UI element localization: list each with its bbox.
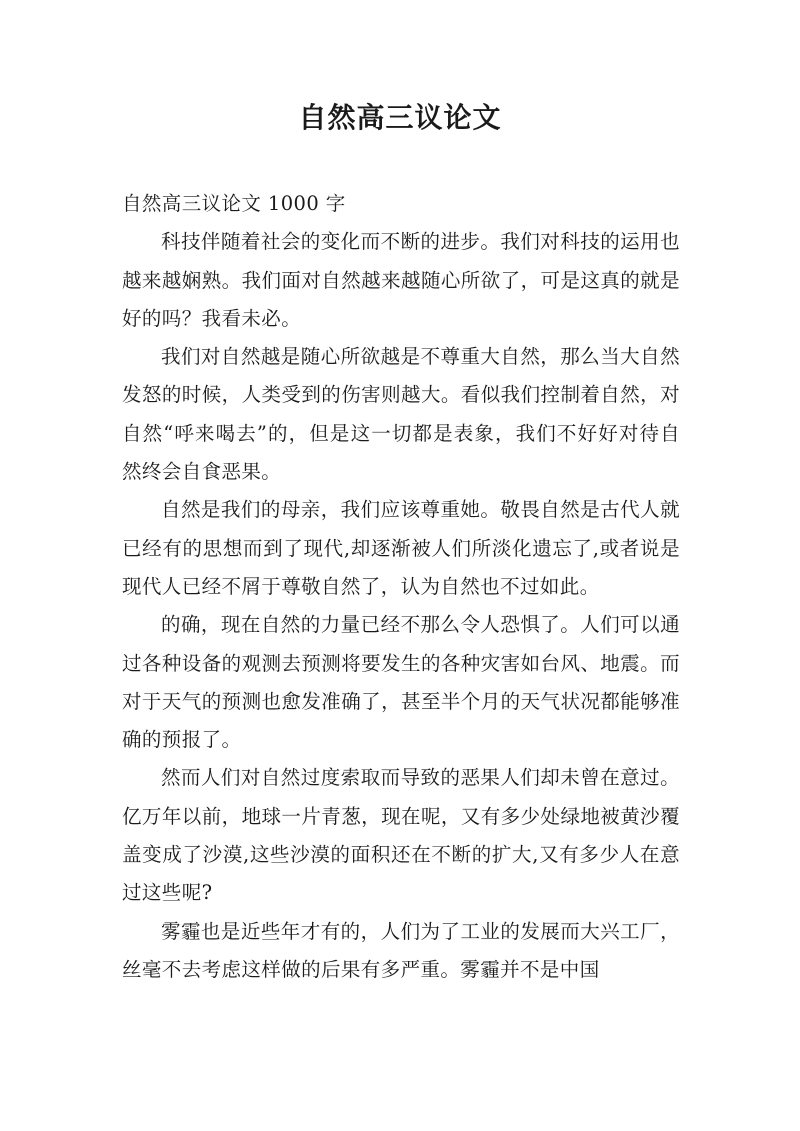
paragraph: 然而人们对自然过度索取而导致的恶果人们却未曾在意过。亿万年以前，地球一片青葱，现在呢，又有多少处绿地被黄沙覆盖变成了沙漠,这些沙漠的面积还在不断的扩大,又有多少人在意过这些呢? <box>122 766 680 905</box>
paragraph: 雾霾也是近些年才有的，人们为了工业的发展而大兴工厂，丝毫不去考虑这样做的后果有多严重。雾霾并不是中国 <box>122 919 680 981</box>
paragraph: 科技伴随着社会的变化而不断的进步。我们对科技的运用也越来越娴熟。我们面对自然越来越随心所欲了，可是这真的就是好的吗？我看未必。 <box>122 230 680 330</box>
document-subtitle: 自然高三议论文 1000 字 <box>122 192 346 215</box>
document-body <box>122 185 680 989</box>
paragraph: 我们对自然越是随心所欲越是不尊重大自然，那么当大自然发怒的时候，人类受到的伤害则越大。看似我们控制着自然，对自然“呼来喝去”的，但是这一切都是表象，我们不好好对待自然终会自食恶果。 <box>122 345 680 484</box>
paragraph: 的确，现在自然的力量已经不那么令人恐惧了。人们可以通过各种设备的观测去预测将要发生的各种灾害如台风、地震。而对于天气的预测也愈发准确了，甚至半个月的天气状况都能够准确的预报了。 <box>122 613 680 752</box>
paragraph: 自然是我们的母亲，我们应该尊重她。敬畏自然是古代人就已经有的思想而到了现代,却逐渐被人们所淡化遗忘了,或者说是现代人已经不屑于尊敬自然了，认为自然也不过如此。 <box>122 498 680 598</box>
document-title: 自然高三议论文 <box>298 101 502 134</box>
